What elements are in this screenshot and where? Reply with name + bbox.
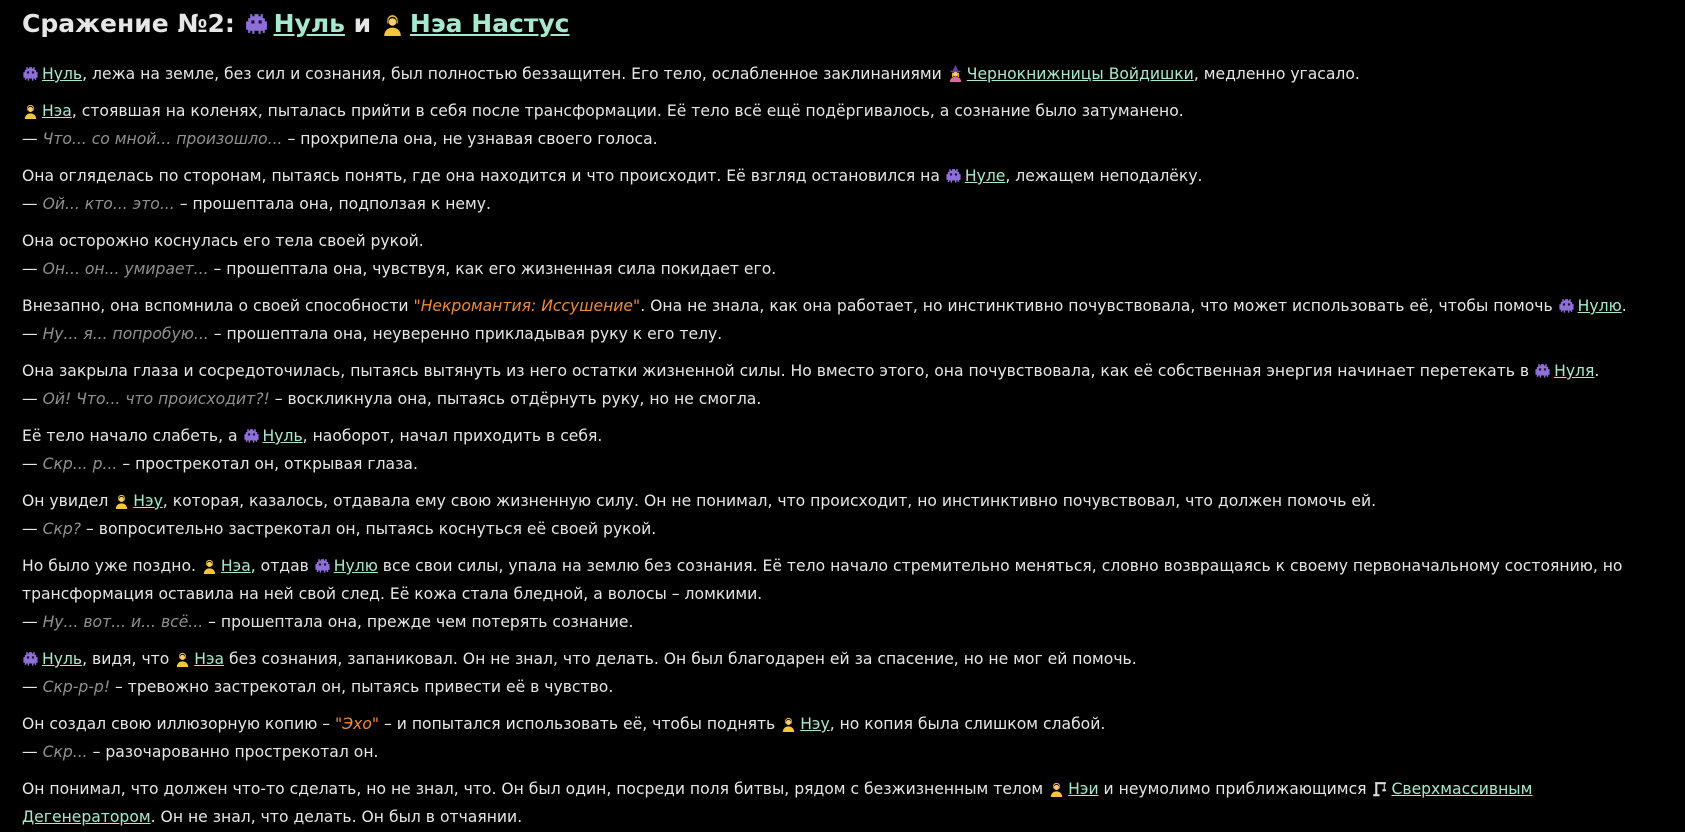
text: — [22,195,43,213]
text: — [22,678,43,696]
text: . [1594,362,1600,380]
character-link[interactable]: Нулю [333,557,378,575]
paragraph [22,775,1663,831]
person-icon [1048,780,1065,797]
alien-monster-icon [1534,362,1551,379]
ability-name: "Эхо" [335,715,380,733]
text: – прохрипела она, не узнавая своего голоса. [282,130,658,148]
text: , стоявшая на коленях, пыталась прийти в себя после трансформации. Её тело всё ещё подёргивалось, а сознание было затуманено. [71,102,1184,120]
dialogue-quote: Что... со мной... произошло... [42,130,283,148]
text: , которая, казалось, отдавала ему свою жизненную силу. Он не понимал, что происходит, но инстинктивно почувствовал, что должен помочь ей. [162,492,1377,510]
title-separator: и [353,9,372,38]
dialogue-quote: Ну... я... попробую... [42,325,209,343]
text: Он понимал, что должен что-то сделать, но не знал, что. Он был один, посреди поля битвы, рядом с безжизненным телом [22,780,1049,798]
narration-line [22,162,1663,190]
text: все свои силы, упала на землю без сознания. Её тело начало стремительно меняться, словно возвращаясь к своему первоначальному состоянию, но трансформация оставила на ней свой след. Её кожа стала бледной, а волосы – ломкими. [22,557,1623,603]
text: – тревожно застрекотал он, пытаясь привести её в чувство. [110,678,614,696]
narration-line [22,227,1663,255]
title-link-nea[interactable]: Нэа Настус [409,9,570,38]
dialogue-line [22,450,1663,478]
text: , лежа на земле, без сил и сознания, был полностью беззащитен. Его тело, ослабленное заклинаниями [82,65,947,83]
alien-monster-icon [22,650,39,667]
character-link[interactable]: Нэу [133,492,163,510]
text: Внезапно, она вспомнила о своей способности [22,297,414,315]
text: — [22,743,43,761]
text: Она огляделась по сторонам, пытаясь понять, где она находится и что происходит. Её взгляд остановился на [22,167,945,185]
text: — [22,455,43,473]
text: – прошептала она, неуверенно прикладывая руку к его телу. [208,325,723,343]
dialogue-line [22,673,1663,701]
dialogue-line [22,125,1663,153]
text: Она закрыла глаза и сосредоточилась, пытаясь вытянуть из него остатки жизненной силы. Но вместо этого, она почувствовала, как её собственная энергия начинает перетекать в [22,362,1535,380]
dialogue-line [22,320,1663,348]
text: — [22,520,43,538]
narration-line [22,292,1663,320]
text: – прошептала она, чувствуя, как его жизненная сила покидает его. [208,260,777,278]
text: Она осторожно коснулась его тела своей рукой. [22,232,424,250]
text: – разочарованно прострекотал он. [87,743,379,761]
character-link[interactable]: Нулю [1577,297,1622,315]
alien-monster-icon [1558,297,1575,314]
text: . Он не знал, что делать. Он был в отчаянии. [150,808,523,826]
text: Но было уже поздно. [22,557,201,575]
dialogue-line [22,515,1663,543]
text: – прошептала она, подползая к нему. [174,195,491,213]
crane-icon [1371,780,1388,797]
title-prefix: Сражение №2: [22,9,235,38]
dialogue-quote: Ой! Что... что происходит?! [42,390,270,408]
page-title [22,6,1663,42]
character-link[interactable]: Нэу [800,715,830,733]
dialogue-quote: Ой... кто... это... [42,195,175,213]
witch-icon [947,65,964,82]
narration-line [22,645,1663,673]
person-icon [380,11,405,36]
text: — [22,130,43,148]
paragraph [22,60,1663,88]
dialogue-line [22,738,1663,766]
text: , видя, что [82,650,175,668]
alien-monster-icon [243,427,260,444]
narration-line [22,552,1663,608]
character-link[interactable]: Нуль [42,650,83,668]
person-icon [174,650,191,667]
text: , отдав [250,557,314,575]
paragraph [22,162,1663,218]
narration-line [22,422,1663,450]
text: , лежащем неподалёку. [1005,167,1203,185]
dialogue-quote: Скр-р-р! [42,678,111,696]
text: Её тело начало слабеть, а [22,427,243,445]
text: Он увидел [22,492,114,510]
alien-monster-icon [314,557,331,574]
character-link[interactable]: Нуль [262,427,303,445]
dialogue-quote: Он... он... умирает... [42,260,209,278]
paragraph [22,552,1663,636]
title-link-nul[interactable]: Нуль [273,9,345,38]
person-icon [22,102,39,119]
paragraph [22,422,1663,478]
text: — [22,390,43,408]
paragraph [22,227,1663,283]
alien-monster-icon [945,167,962,184]
narration-line [22,710,1663,738]
dialogue-quote: Скр... [42,743,88,761]
text: – вопросительно застрекотал он, пытаясь коснуться её своей рукой. [81,520,657,538]
character-link[interactable]: Нэи [1068,780,1099,798]
narration-line [22,60,1663,88]
text: — [22,613,43,631]
character-link[interactable]: Нуле [964,167,1006,185]
ability-name: "Некромантия: Иссушение" [413,297,641,315]
text: , медленно угасало. [1193,65,1360,83]
paragraph [22,357,1663,413]
paragraph [22,97,1663,153]
narration-line [22,97,1663,125]
text: — [22,260,43,278]
text: , наоборот, начал приходить в себя. [302,427,603,445]
character-link[interactable]: Чернокнижницы Войдишки [966,65,1194,83]
character-link[interactable]: Нэа [194,650,225,668]
text: . [1621,297,1627,315]
dialogue-quote: Скр? [42,520,82,538]
person-icon [201,557,218,574]
alien-monster-icon [244,11,269,36]
dialogue-quote: Ну... вот... и... всё... [42,613,204,631]
paragraph [22,487,1663,543]
character-link[interactable]: Нуля [1554,362,1595,380]
text: Он создал свою иллюзорную копию – [22,715,336,733]
dialogue-line [22,385,1663,413]
text: – прошептала она, прежде чем потерять сознание. [203,613,634,631]
narration-line [22,357,1663,385]
paragraph [22,710,1663,766]
paragraph [22,645,1663,701]
dialogue-line [22,608,1663,636]
character-link[interactable]: Нэа [220,557,251,575]
narration-line [22,487,1663,515]
text: . Она не знала, как она работает, но инстинктивно почувствовала, что может использовать её, чтобы помочь [640,297,1558,315]
person-icon [780,715,797,732]
text: и неумолимо приближающимся [1098,780,1372,798]
text: — [22,325,43,343]
text: , но копия была слишком слабой. [829,715,1106,733]
text: – и попытался использовать её, чтобы поднять [379,715,781,733]
paragraph [22,292,1663,348]
alien-monster-icon [22,65,39,82]
person-icon [113,492,130,509]
dialogue-line [22,190,1663,218]
dialogue-quote: Скр... р... [42,455,118,473]
text: без сознания, запаниковал. Он не знал, что делать. Он был благодарен ей за спасение, но не мог ей помочь. [224,650,1137,668]
story-body [22,60,1663,831]
character-link[interactable]: Нуль [42,65,83,83]
text: – воскликнула она, пытаясь отдёрнуть руку, но не смогла. [269,390,762,408]
text: – прострекотал он, открывая глаза. [117,455,418,473]
dialogue-line [22,255,1663,283]
narration-line [22,775,1663,831]
character-link[interactable]: Сверхмассивным Дегенератором [22,780,1533,826]
character-link[interactable]: Нэа [42,102,72,120]
